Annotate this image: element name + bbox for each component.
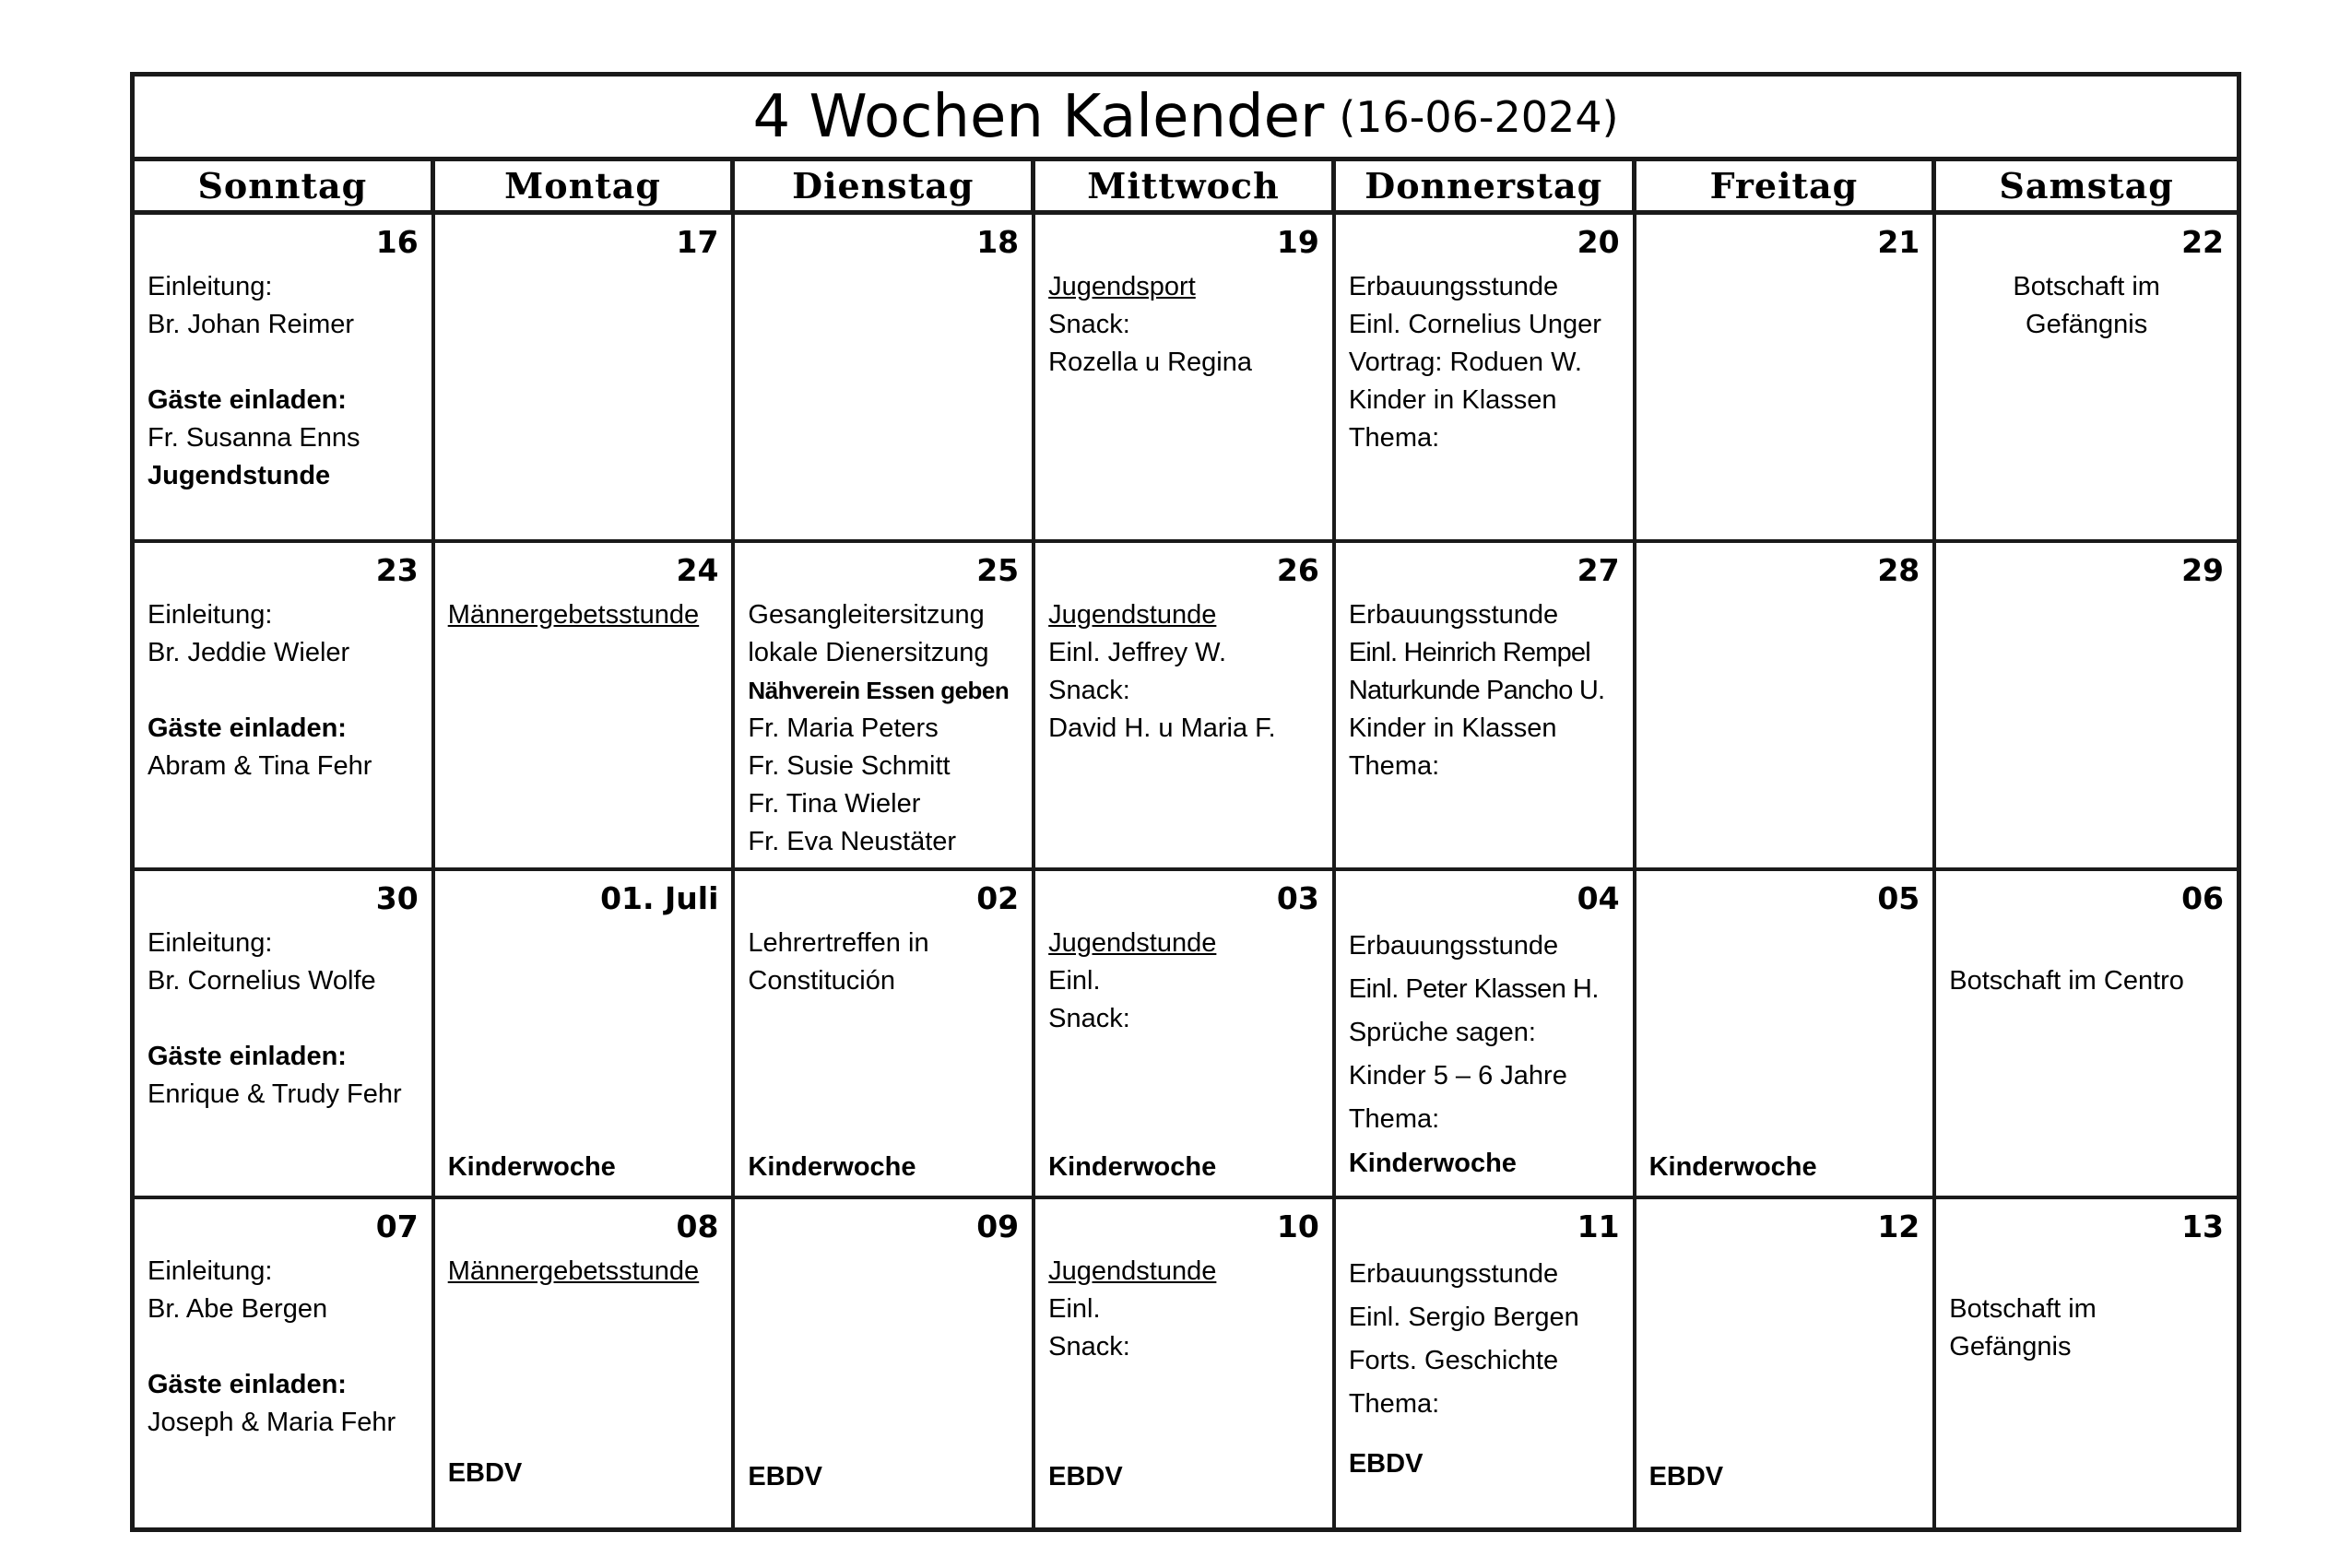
week-tag: Kinderwoche [1048, 1152, 1217, 1182]
entry-text: Kinder in Klassen [1348, 713, 1557, 743]
entry-text: Joseph & Maria Fehr [148, 1408, 396, 1437]
entry-text: David H. u Maria F. [1048, 713, 1276, 743]
day-number: 27 [1577, 552, 1620, 588]
day-cell [1336, 215, 1636, 543]
day-cell [1336, 871, 1636, 1199]
entry-text: Botschaft im [1949, 1294, 2097, 1324]
event-title: Jugendsport [1048, 272, 1196, 301]
day-number: 06 [2181, 880, 2224, 916]
entry-text: Rozella u Regina [1048, 348, 1252, 377]
entry-text: Thema: [1348, 423, 1440, 453]
weekday-monday: Montag [435, 161, 736, 215]
day-cell [1035, 1199, 1336, 1527]
day-number: 21 [1877, 224, 1920, 260]
entry-text: Gefängnis [2026, 310, 2148, 339]
day-cell [435, 543, 736, 871]
event-title: Männergebetsstunde [447, 600, 700, 630]
entry-text: Gesangleitersitzung [748, 600, 985, 630]
day-cell [1636, 871, 1937, 1199]
day-cell [135, 215, 435, 543]
day-number: 11 [1577, 1208, 1620, 1244]
day-cell [1636, 543, 1937, 871]
spacer [1949, 925, 2224, 962]
spacer [148, 1000, 419, 1038]
entry-label: Gäste einladen: [148, 1042, 347, 1071]
week-tag: Kinderwoche [447, 1152, 616, 1182]
entry-label: Jugendstunde [148, 461, 331, 490]
weekday-thursday: Donnerstag [1336, 161, 1636, 215]
day-number: 05 [1877, 880, 1920, 916]
calendar-title-bar [135, 77, 2237, 161]
calendar-date: (16-06-2024) [1339, 91, 1619, 142]
weekday-saturday: Samstag [1936, 161, 2237, 215]
entry-text: Erbauungsstunde [1348, 272, 1559, 301]
weekday-sunday: Sonntag [135, 161, 435, 215]
day-cell [1035, 871, 1336, 1199]
entry-text: Fr. Susie Schmitt [748, 751, 951, 781]
day-number: 09 [976, 1208, 1020, 1244]
day-cell [735, 871, 1035, 1199]
day-cell [1636, 215, 1937, 543]
entry-label: Nähverein Essen geben [748, 677, 1010, 704]
entry-text: Vortrag: Roduen W. [1348, 348, 1582, 377]
weekday-tuesday: Dienstag [735, 161, 1035, 215]
weekday-wednesday: Mittwoch [1035, 161, 1336, 215]
day-number: 07 [375, 1208, 419, 1244]
entry-text: Einl. [1048, 966, 1101, 996]
day-number: 26 [1276, 552, 1319, 588]
entry-text: Thema: [1348, 1104, 1440, 1134]
entry-text: Enrique & Trudy Fehr [148, 1079, 402, 1109]
entry-text: Botschaft im Centro [1949, 966, 2184, 996]
entry-text: Forts. Geschichte [1348, 1346, 1559, 1375]
spacer [148, 344, 419, 382]
event-title: Jugendstunde [1048, 600, 1217, 630]
entry-label: Gäste einladen: [148, 385, 347, 415]
entry-label: Gäste einladen: [148, 1370, 347, 1399]
entry-label: Gäste einladen: [148, 713, 347, 743]
entry-text: Snack: [1048, 1332, 1130, 1362]
entry-text: Gefängnis [1949, 1332, 2072, 1362]
day-cell [135, 871, 435, 1199]
calendar-title: 4 Wochen Kalender [752, 82, 1325, 151]
entry-text: Snack: [1048, 310, 1130, 339]
day-cell [1936, 543, 2237, 871]
day-cell [1936, 1199, 2237, 1527]
entry-text: Einl. Peter Klassen H. [1348, 974, 1599, 1004]
day-number: 20 [1577, 224, 1620, 260]
weekday-friday: Freitag [1636, 161, 1937, 215]
day-number: 30 [375, 880, 419, 916]
event-title: Jugendstunde [1048, 1256, 1217, 1286]
day-cell [435, 215, 736, 543]
entry-text: Fr. Maria Peters [748, 713, 939, 743]
entry-text: Br. Cornelius Wolfe [148, 966, 376, 996]
day-cell [1936, 871, 2237, 1199]
day-cell [1336, 543, 1636, 871]
event-title: Jugendstunde [1048, 928, 1217, 958]
day-number: 01. Juli [600, 880, 719, 916]
entry-text: Einl. [1048, 1294, 1101, 1324]
entry-text: Erbauungsstunde [1348, 1259, 1559, 1289]
entry-text: Br. Jeddie Wieler [148, 638, 350, 667]
entry-text: Naturkunde Pancho U. [1348, 676, 1605, 705]
entry-text: lokale Dienersitzung [748, 638, 989, 667]
day-cell [735, 1199, 1035, 1527]
day-cell [1936, 215, 2237, 543]
day-number: 13 [2181, 1208, 2224, 1244]
day-cell [1035, 543, 1336, 871]
spacer [148, 1328, 419, 1366]
day-number: 28 [1877, 552, 1920, 588]
day-number: 25 [976, 552, 1020, 588]
entry-text: Kinder in Klassen [1348, 385, 1557, 415]
week-tag: EBDV [1348, 1449, 1424, 1479]
week-tag: Kinderwoche [748, 1152, 916, 1182]
entry-text: Einleitung: [148, 272, 273, 301]
day-cell [735, 543, 1035, 871]
day-number: 16 [375, 224, 419, 260]
entry-text: Abram & Tina Fehr [148, 751, 372, 781]
day-number: 23 [375, 552, 419, 588]
day-number: 03 [1276, 880, 1319, 916]
day-number: 24 [676, 552, 719, 588]
week-tag: EBDV [748, 1462, 822, 1491]
entry-text: Erbauungsstunde [1348, 931, 1559, 961]
entry-text: Thema: [1348, 1389, 1440, 1419]
day-cell [135, 543, 435, 871]
day-number: 17 [676, 224, 719, 260]
day-number: 10 [1276, 1208, 1319, 1244]
day-number: 29 [2181, 552, 2224, 588]
spacer [1949, 1253, 2224, 1291]
entry-text: Br. Johan Reimer [148, 310, 355, 339]
week-tag: EBDV [447, 1458, 523, 1488]
day-cell [1336, 1199, 1636, 1527]
week-tag: Kinderwoche [1348, 1149, 1517, 1178]
entry-text: Erbauungsstunde [1348, 600, 1559, 630]
day-cell [435, 1199, 736, 1527]
entry-text: Snack: [1048, 676, 1130, 705]
entry-text: Kinder 5 – 6 Jahre [1348, 1061, 1567, 1091]
day-number: 19 [1276, 224, 1319, 260]
day-number: 12 [1877, 1208, 1920, 1244]
day-number: 22 [2181, 224, 2224, 260]
day-cell [435, 871, 736, 1199]
week-tag: EBDV [1648, 1462, 1724, 1491]
entry-text: Fr. Susanna Enns [148, 423, 360, 453]
entry-text: Sprüche sagen: [1348, 1018, 1536, 1047]
week-tag: Kinderwoche [1648, 1152, 1817, 1182]
entry-text: Lehrertreffen in [748, 928, 929, 958]
day-number: 02 [976, 880, 1020, 916]
week-tag: EBDV [1048, 1462, 1123, 1491]
entry-text: Botschaft im [2013, 272, 2160, 301]
day-number: 18 [976, 224, 1020, 260]
entry-text: Einl. Jeffrey W. [1048, 638, 1227, 667]
day-cell [735, 215, 1035, 543]
entry-text: Snack: [1048, 1004, 1130, 1033]
day-number: 04 [1577, 880, 1620, 916]
calendar-table [130, 72, 2241, 1532]
entry-text: Fr. Eva Neustäter [748, 827, 957, 856]
entry-text: Br. Abe Bergen [148, 1294, 328, 1324]
entry-text: Einl. Sergio Bergen [1348, 1303, 1579, 1332]
entry-text: Constitución [748, 966, 896, 996]
entry-text: Einleitung: [148, 928, 273, 958]
day-cell [1035, 215, 1336, 543]
day-number: 08 [676, 1208, 719, 1244]
entry-text: Einl. Cornelius Unger [1348, 310, 1601, 339]
entry-text: Thema: [1348, 751, 1440, 781]
entry-text: Fr. Tina Wieler [748, 789, 921, 819]
entry-text: Einleitung: [148, 600, 273, 630]
event-title: Männergebetsstunde [447, 1256, 700, 1286]
entry-text: Einl. Heinrich Rempel [1348, 638, 1590, 667]
entry-text: Einleitung: [148, 1256, 273, 1286]
day-cell [1636, 1199, 1937, 1527]
spacer [148, 672, 419, 710]
day-cell [135, 1199, 435, 1527]
